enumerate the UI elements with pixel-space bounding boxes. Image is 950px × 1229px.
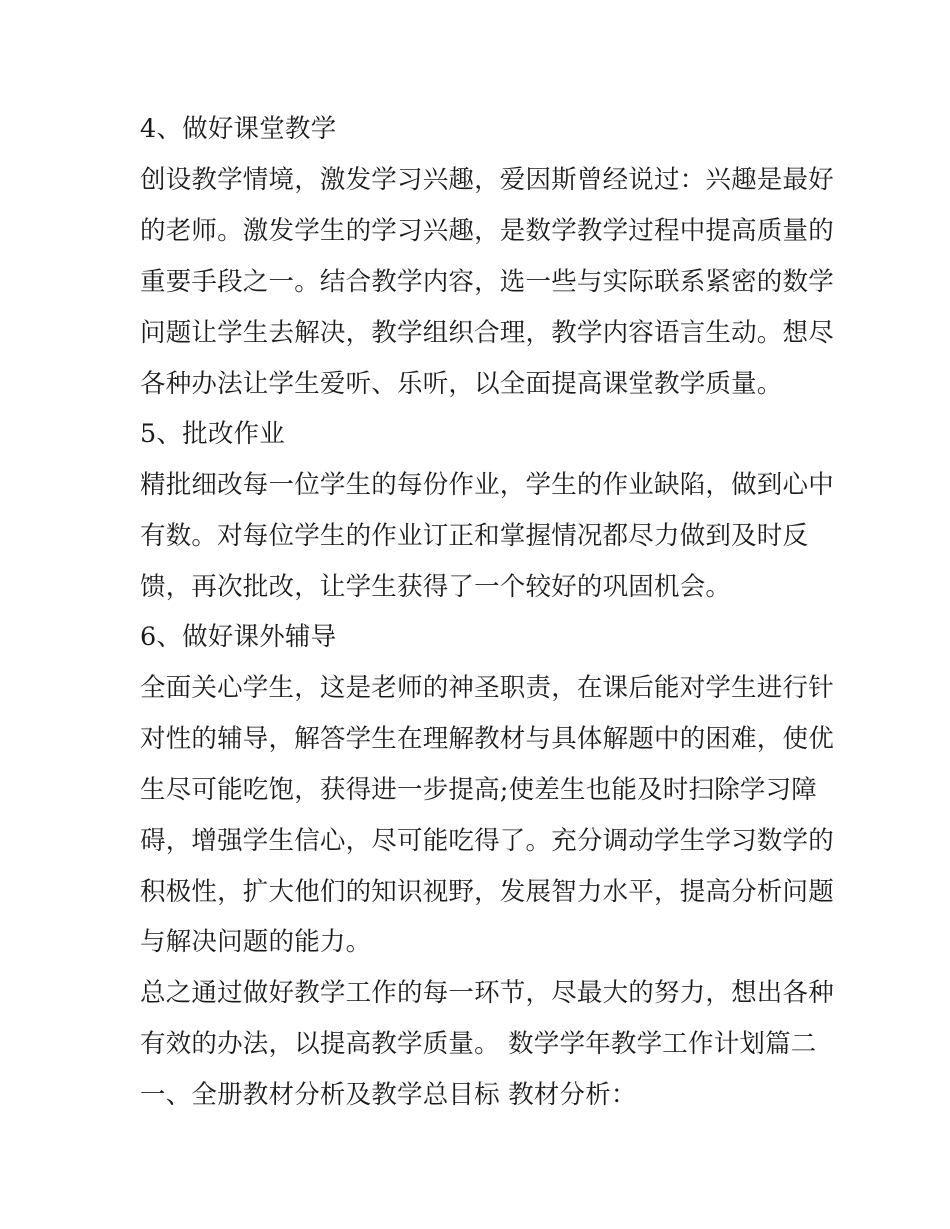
paragraph-line: 有数。对每位学生的作业订正和掌握情况都尽力做到及时反 xyxy=(140,521,809,551)
paragraph-line: 与解决问题的能力。 xyxy=(140,927,372,957)
section-heading-5: 5、批改作业 xyxy=(140,419,285,449)
paragraph-line: 创设教学情境，激发学习兴趣，爱因斯曾经说过：兴趣是最好 xyxy=(140,165,834,195)
paragraph-line: 的老师。激发学生的学习兴趣，是数学教学过程中提高质量的 xyxy=(140,216,834,246)
paragraph-line: 各种办法让学生爱听、乐听，以全面提高课堂教学质量。 xyxy=(140,369,783,399)
paragraph-line: 总之通过做好教学工作的每一环节，尽最大的努力，想出各种 xyxy=(140,978,834,1008)
paragraph-line: 积极性，扩大他们的知识视野，发展智力水平，提高分析问题 xyxy=(140,877,834,907)
section-heading-4: 4、做好课堂教学 xyxy=(140,114,337,144)
paragraph-line: 重要手段之一。结合教学内容，选一些与实际联系紧密的数学 xyxy=(140,267,834,297)
paragraph-line: 全面关心学生，这是老师的神圣职责，在课后能对学生进行针 xyxy=(140,673,834,703)
paragraph-line: 问题让学生去解决，教学组织合理，教学内容语言生动。想尽 xyxy=(140,318,834,348)
paragraph-line: 有效的办法，以提高教学质量。 数学学年教学工作计划篇二 xyxy=(140,1029,817,1059)
paragraph-line: 碍，增强学生信心，尽可能吃得了。充分调动学生学习数学的 xyxy=(140,826,834,856)
paragraph-line: 精批细改每一位学生的每份作业，学生的作业缺陷，做到心中 xyxy=(140,470,834,500)
paragraph-line: 生尽可能吃饱，获得进一步提高;使差生也能及时扫除学习障 xyxy=(140,775,817,805)
paragraph-line: 馈，再次批改，让学生获得了一个较好的巩固机会。 xyxy=(140,572,732,602)
paragraph-line: 一、全册教材分析及教学总目标 教材分析： xyxy=(140,1080,637,1110)
paragraph-line: 对性的辅导，解答学生在理解教材与具体解题中的困难，使优 xyxy=(140,724,834,754)
section-heading-6: 6、做好课外辅导 xyxy=(140,622,337,652)
